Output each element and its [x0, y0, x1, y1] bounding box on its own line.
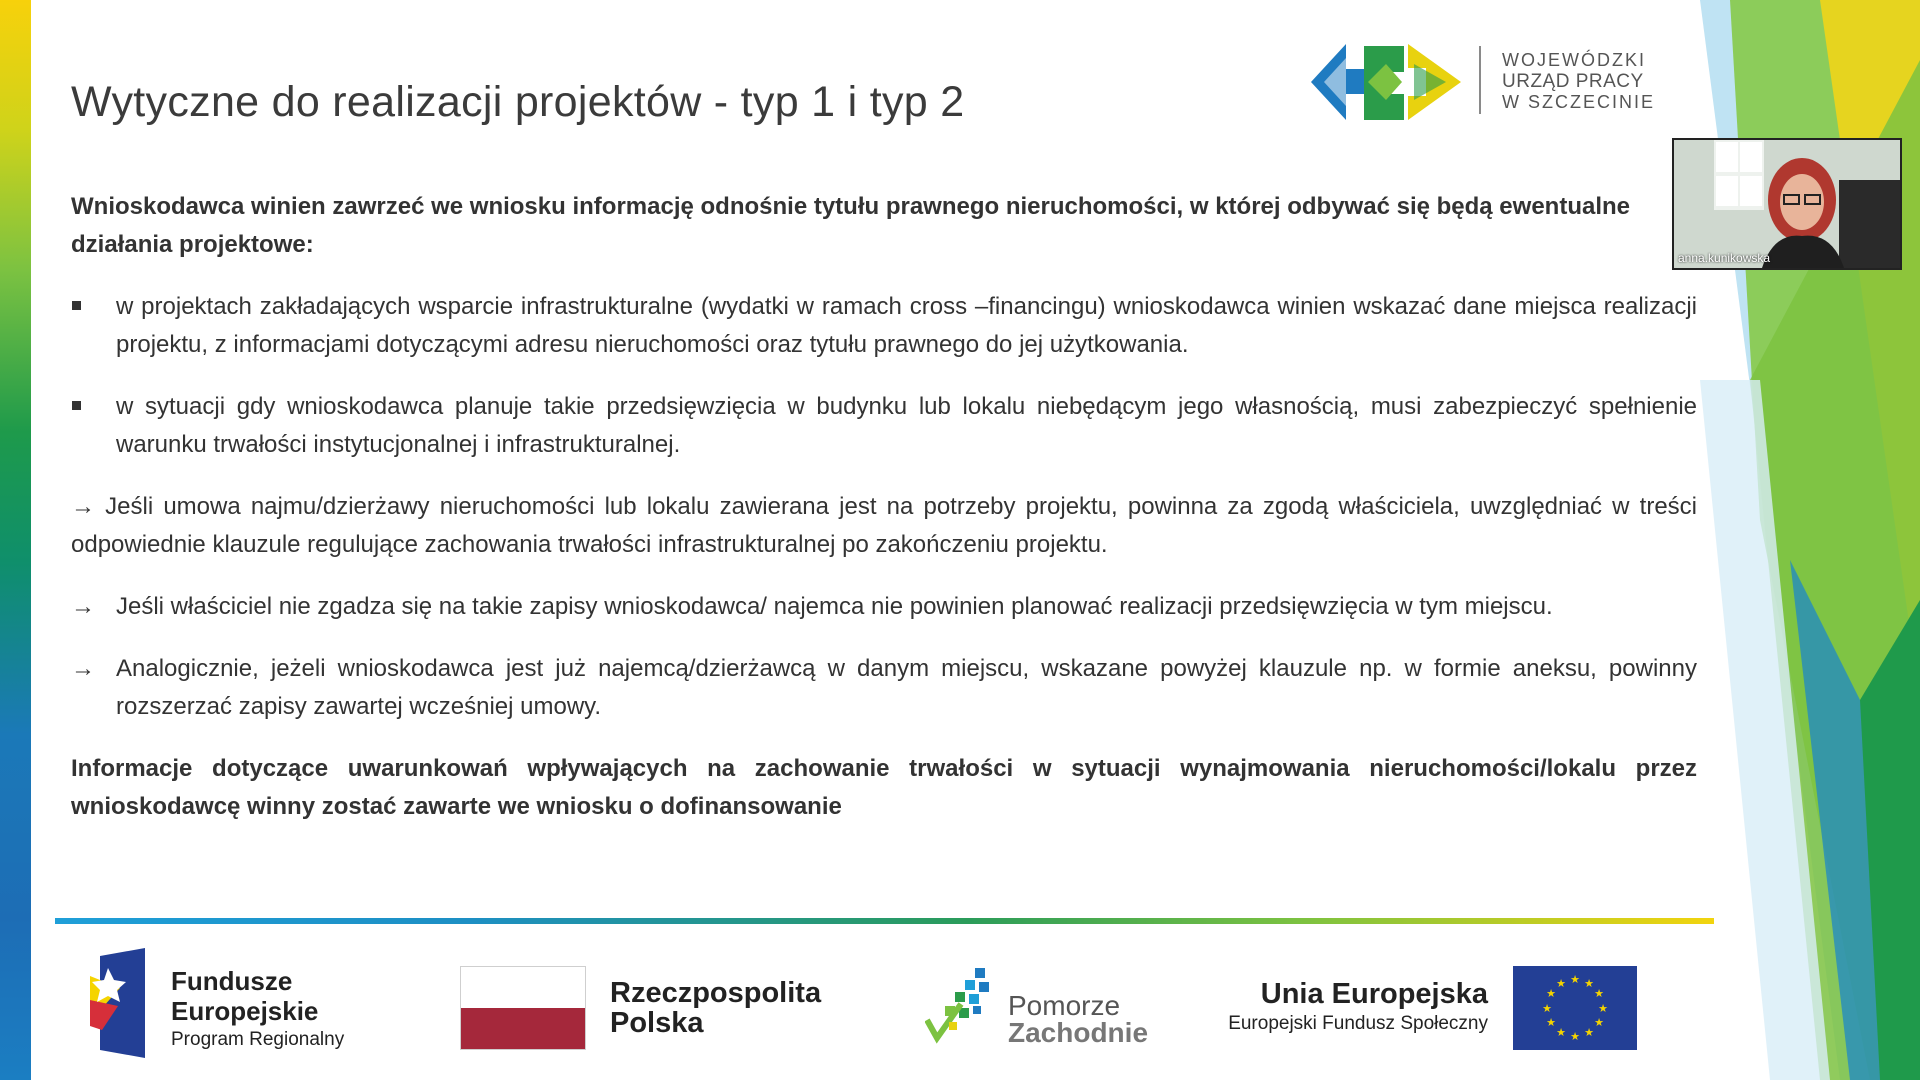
webcam-thumbnail[interactable] [1672, 138, 1902, 270]
footer-gradient-line [55, 918, 1714, 924]
pomorze-zachodnie-label [1008, 992, 1148, 1046]
square-bullet-icon [71, 288, 101, 326]
svg-text:★: ★ [1594, 987, 1604, 1000]
arrow-right-icon: → [71, 493, 95, 520]
ue-subtitle: Europejski Fundusz Społeczny [1228, 1013, 1488, 1034]
arrow-paragraph-text: Jeśli umowa najmu/dzierżawy nieruchomości lub lokalu zawierana jest na potrzeby projektu, powinna za zgodą właściciela, uwzględniać w treści odpowiednie klauzule regulujące zachowania trwałości infrastrukturalnej po zakończeniu projektu. [71, 493, 1697, 558]
wup-logo-text [1502, 50, 1655, 113]
arrow-item-text: Jeśli właściciel nie zgadza się na takie zapisy wnioskodawca/ najemca nie powinien planować realizacji przedsięwzięcia w tym miejscu. [116, 593, 1553, 620]
closing-paragraph: Informacje dotyczące uwarunkowań wpływających na zachowanie trwałości w sytuacji wynajmowania nieruchomości/lokalu przez wnioskodawcę winny zostać zawarte we wniosku o dofinansowanie [71, 755, 1697, 820]
svg-text:★: ★ [1556, 977, 1566, 990]
ue-title: Unia Europejska [1260, 978, 1488, 1010]
bullet-text: w sytuacji gdy wnioskodawca planuje takie przedsięwzięcia w budynku lub lokalu niebędącym jego własnością, musi zabezpieczyć spełnienie warunku trwałości instytucjonalnej i infrastrukturalnej. [116, 393, 1697, 458]
svg-text:★: ★ [1546, 1016, 1556, 1029]
wup-logo-line3: W SZCZECINIE [1502, 92, 1655, 112]
arrow-paragraph [71, 488, 1697, 564]
bullet-text: w projektach zakładających wsparcie infrastrukturalne (wydatki w ramach cross –financingu) wnioskodawca winien wskazać dane miejsca realizacji projektu, z informacjami dotyczącymi adresu nieruchomości oraz tytułu prawnego do jej użytkowania. [116, 293, 1697, 358]
arrow-right-icon: → [71, 655, 95, 682]
svg-text:★: ★ [1598, 1002, 1608, 1015]
intro-line-1: Wnioskodawca winien zawrzeć we wniosku informację odnośnie tytułu prawnego nieruchomości, w której odbywać się będą ewentualne [71, 193, 1631, 220]
svg-text:★: ★ [1556, 1026, 1566, 1039]
intro-line-2: działania projektowe: [71, 231, 314, 258]
fundusze-europejskie-logo-icon [90, 948, 148, 1058]
rp-line1: Rzeczpospolita [610, 977, 822, 1009]
wup-logo-icon [1306, 34, 1466, 130]
fe-title-line1: Fundusze [171, 966, 293, 996]
webcam-video [1674, 140, 1900, 268]
intro-paragraph [71, 188, 1697, 264]
eu-flag-icon [1513, 966, 1637, 1050]
svg-text:★: ★ [1570, 973, 1580, 986]
pomorze-zachodnie-logo-icon [925, 966, 1009, 1050]
wup-logo-line1: WOJEWÓDZKI [1502, 50, 1646, 70]
svg-text:★: ★ [1546, 987, 1556, 1000]
slide-title: Wytyczne do realizacji projektów - typ 1 i typ 2 [71, 78, 965, 126]
left-gradient-strip [0, 0, 31, 1080]
bullet-item [71, 388, 1697, 464]
svg-text:★: ★ [1584, 1026, 1594, 1039]
unia-europejska-label [1200, 978, 1488, 1038]
rzeczpospolita-polska-label [610, 978, 821, 1038]
slide-content [71, 188, 1697, 850]
arrow-right-icon: → [71, 593, 95, 620]
bullet-item [71, 288, 1697, 364]
arrow-item [71, 650, 1697, 726]
polish-flag-icon [460, 966, 586, 1050]
pz-line1: Pomorze [1008, 990, 1121, 1021]
fe-title-line2: Europejskie [171, 996, 319, 1026]
fe-subtitle: Program Regionalny [171, 1029, 345, 1050]
svg-text:★: ★ [1594, 1016, 1604, 1029]
svg-text:★: ★ [1584, 977, 1594, 990]
svg-text:★: ★ [1570, 1030, 1580, 1043]
arrow-item-text: Analogicznie, jeżeli wnioskodawca jest już najemcą/dzierżawcą w danym miejscu, wskazane powyżej klauzule np. w formie aneksu, powinny rozszerzać zapisy zawartej wcześniej umowy. [116, 655, 1697, 720]
wup-logo-line2: URZĄD PRACY [1502, 71, 1644, 92]
arrow-item [71, 588, 1697, 626]
webcam-participant-name: anna.kunikowska [1678, 251, 1771, 265]
rp-line2: Polska [610, 1007, 704, 1039]
svg-text:★: ★ [1542, 1002, 1552, 1015]
fundusze-europejskie-label [171, 966, 344, 1054]
square-bullet-icon [71, 388, 101, 426]
wup-logo-divider [1479, 46, 1481, 114]
pz-line2: Zachodnie [1008, 1017, 1149, 1048]
